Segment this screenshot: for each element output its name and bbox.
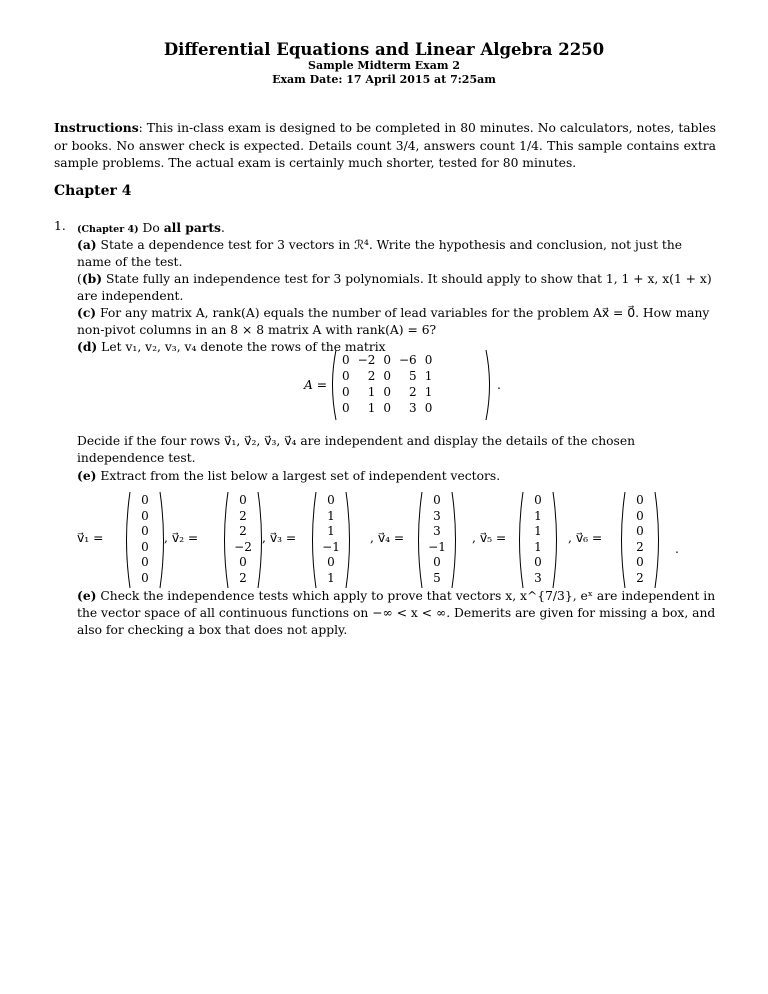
column-vector <box>424 493 450 586</box>
vector-entry: 2 <box>636 539 644 554</box>
matrix-a-table <box>338 352 436 416</box>
vector-entry: 0 <box>636 508 644 523</box>
matrix-cell: 0 <box>342 353 350 367</box>
vector-entry: 0 <box>239 493 247 507</box>
vector-entry: −2 <box>234 539 252 554</box>
vector-entry: 3 <box>433 508 441 523</box>
part-e2 <box>77 587 717 639</box>
vector-left-paren <box>515 491 525 589</box>
part-e2-text: Check the independence tests which apply to prove that vectors x, x^{7/3}, eˣ are independent in the vector space of all continuous functions on −∞ < x < ∞. Demerits are given for missing a box, and also for checking a box that does not apply. <box>77 589 716 637</box>
matrix-end: . <box>497 378 501 392</box>
vector-entry: 0 <box>534 555 542 569</box>
vector-label: , v⃗₄ = <box>370 531 405 545</box>
vector-entry: 0 <box>141 524 149 538</box>
vector-label: , v⃗₅ = <box>472 531 507 545</box>
intro-pre: Do <box>138 221 164 235</box>
vector-label: , v⃗₃ = <box>262 531 297 545</box>
vector-label: v⃗₁ = <box>77 531 104 545</box>
vector-entry: 1 <box>534 539 542 554</box>
matrix-cell: 3 <box>409 401 417 415</box>
vector-entry: 0 <box>141 493 149 507</box>
matrix-cell: −6 <box>398 353 417 367</box>
problem-number: 1. <box>54 219 66 233</box>
vector-entry: 0 <box>636 493 644 507</box>
column-vector <box>132 493 158 586</box>
vector-left-paren <box>617 491 627 589</box>
vector-entry: 2 <box>239 508 247 523</box>
matrix-cell: −2 <box>357 353 376 367</box>
vector-entry: 3 <box>534 570 542 585</box>
part-c-label: (c) <box>77 305 97 320</box>
part-a <box>77 236 717 271</box>
part-e-text: Extract from the list below a largest set of independent vectors. <box>96 469 501 483</box>
part-c-text: For any matrix A, rank(A) equals the number of lead variables for the problem Ax⃗ = 0⃗. How many non-pivot columns in an 8 × 8 matrix A with rank(A) = 6? <box>77 306 710 337</box>
matrix-cell: 1 <box>367 401 376 415</box>
vector-entry: 1 <box>534 524 542 538</box>
part-c <box>77 304 717 339</box>
part-b <box>77 270 717 305</box>
part-b-prefix: ( <box>77 272 82 286</box>
vectors-end: . <box>675 542 679 556</box>
vector-entry: 2 <box>239 570 247 585</box>
vector-entry: 1 <box>327 524 335 538</box>
matrix-cell: 0 <box>383 369 391 383</box>
vector-entry: 0 <box>636 555 644 569</box>
matrix-cell: 0 <box>383 385 391 399</box>
vector-left-paren <box>414 491 424 589</box>
vector-left-paren <box>308 491 318 589</box>
section-title: Chapter 4 <box>54 183 132 199</box>
part-b-text: State fully an independence test for 3 polynomials. It should apply to show that 1, 1 + x, x(1 + x) are independent. <box>77 272 712 303</box>
matrix-cell: 0 <box>424 401 433 415</box>
exam-date: Exam Date: 17 April 2015 at 7:25am <box>272 73 496 86</box>
vector-entry: −1 <box>322 539 340 554</box>
part-d-label: (d) <box>77 339 98 354</box>
vector-right-paren <box>450 491 460 589</box>
matrix-cell: 0 <box>342 369 350 383</box>
part-a-label: (a) <box>77 237 97 252</box>
matrix-cell: 1 <box>424 369 433 383</box>
vector-right-paren <box>653 491 663 589</box>
matrix-a <box>338 352 436 416</box>
column-vector <box>318 493 344 586</box>
page-title: Differential Equations and Linear Algebra 2250 <box>163 40 605 59</box>
matrix-cell: 0 <box>383 353 391 367</box>
intro-post: . <box>220 221 225 235</box>
part-e <box>77 467 717 485</box>
vector-entry: 1 <box>327 508 335 523</box>
vector-label: , v⃗₆ = <box>568 531 603 545</box>
problem-tag: (Chapter 4) <box>77 224 139 235</box>
part-e-label: (e) <box>77 468 97 483</box>
matrix-row <box>338 368 436 384</box>
matrix-row <box>338 384 436 400</box>
matrix-cell: 1 <box>424 385 433 399</box>
vector-entry: 1 <box>534 508 542 523</box>
matrix-row <box>338 352 436 368</box>
column-vector <box>627 493 653 586</box>
column-vector <box>525 493 551 586</box>
vector-entry: 3 <box>433 524 441 538</box>
matrix-cell: 2 <box>367 369 376 383</box>
part-d-text: Let v₁, v₂, v₃, v₄ denote the rows of the matrix <box>97 340 386 354</box>
matrix-cell: 0 <box>342 401 350 415</box>
vector-right-paren <box>344 491 354 589</box>
matrix-left-paren <box>328 349 338 421</box>
vector-entry: 0 <box>534 493 542 507</box>
matrix-cell: 0 <box>383 401 391 415</box>
instructions <box>54 119 716 173</box>
matrix-cell: 0 <box>342 385 350 399</box>
vector-entry: 0 <box>239 555 247 569</box>
vector-left-paren <box>220 491 230 589</box>
vector-entry: 0 <box>141 555 149 569</box>
intro-bold: all parts <box>163 220 221 235</box>
vector-label: , v⃗₂ = <box>164 531 199 545</box>
part-b-label: (b) <box>81 271 103 286</box>
vector-entry: 2 <box>636 570 644 585</box>
vector-entry: −1 <box>428 539 446 554</box>
vector-entry: 0 <box>141 539 149 554</box>
matrix-label: A = <box>304 378 328 392</box>
matrix-cell: 0 <box>424 353 433 367</box>
vector-entry: 0 <box>327 555 335 569</box>
vector-right-paren <box>551 491 561 589</box>
vector-entry: 0 <box>433 493 441 507</box>
vector-left-paren <box>122 491 132 589</box>
matrix-right-paren <box>484 349 494 421</box>
column-vector <box>230 493 256 586</box>
vector-entry: 0 <box>636 524 644 538</box>
vector-entry: 1 <box>327 570 335 585</box>
matrix-row <box>338 400 436 416</box>
page-subtitle: Sample Midterm Exam 2 <box>308 59 460 72</box>
matrix-cell: 1 <box>367 385 376 399</box>
instructions-text: : This in-class exam is designed to be completed in 80 minutes. No calculators, notes, tables or books. No answer check is expected. Details count 3/4, answers count 1/4. This sample contains extra sample problems. The actual exam is certainly much shorter, tested for 80 minutes. <box>54 121 716 170</box>
vector-entry: 0 <box>141 570 149 585</box>
vector-entry: 2 <box>239 524 247 538</box>
part-d-after: Decide if the four rows v⃗₁, v⃗₂, v⃗₃, v⃗₄ are independent and display the details of the chosen independence test. <box>77 434 636 465</box>
matrix-cell: 2 <box>409 385 417 399</box>
part-e2-label: (e) <box>77 588 97 603</box>
vector-entry: 0 <box>433 555 441 569</box>
instructions-label: Instructions <box>54 120 139 135</box>
part-a-text: State a dependence test for 3 vectors in ℛ⁴. Write the hypothesis and conclusion, not just the name of the test. <box>77 238 683 269</box>
vector-entry: 0 <box>327 493 335 507</box>
vector-entry: 0 <box>141 508 149 523</box>
vector-entry: 5 <box>433 570 441 585</box>
matrix-cell: 5 <box>409 369 417 383</box>
